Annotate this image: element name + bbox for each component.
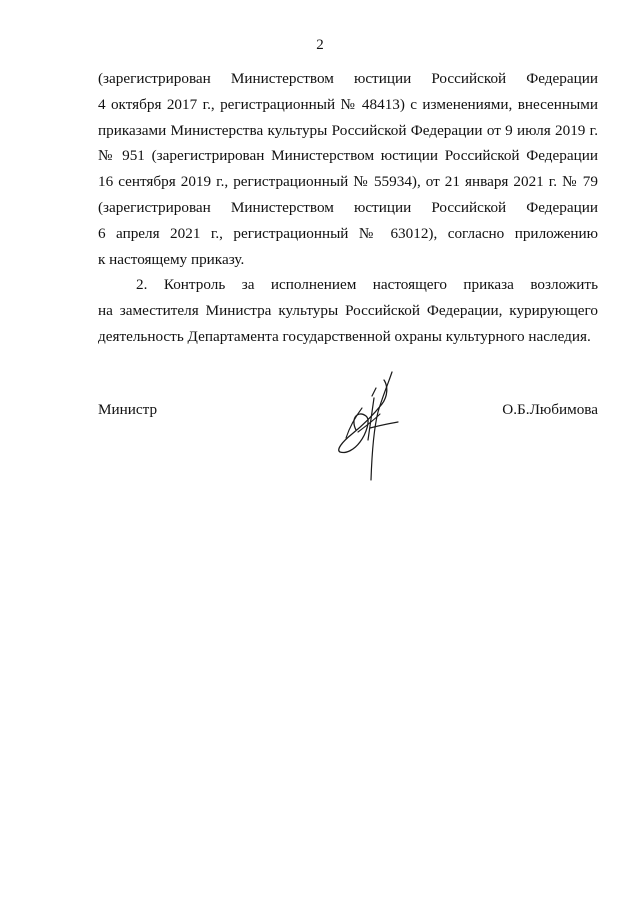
text-line: (зарегистрирован Министерством юстиции Российской Федерации <box>98 198 598 216</box>
signature-block <box>98 400 598 500</box>
text-line: на заместителя Министра культуры Российской Федерации, курирующего <box>98 302 598 320</box>
signatory-name: О.Б.Любимова <box>502 401 598 418</box>
text-line: № 951 (зарегистрирован Министерством юстиции Российской Федерации <box>98 147 598 165</box>
handwritten-signature <box>316 368 416 498</box>
document-body <box>98 66 598 350</box>
text-line: (зарегистрирован Министерством юстиции Российской Федерации <box>98 70 598 87</box>
page-number: 2 <box>316 37 324 53</box>
text-line: 6 апреля 2021 г., регистрационный № 63012), согласно приложению <box>98 224 598 242</box>
text-line: приказами Министерства культуры Российской Федерации от 9 июля 2019 г. <box>98 121 598 139</box>
text-line: деятельность Департамента государственной охраны культурного наследия. <box>98 327 591 345</box>
text-line: 4 октября 2017 г., регистрационный № 48413) с изменениями, внесенными <box>98 95 598 113</box>
paragraph-registration <box>98 66 598 272</box>
paragraph-control <box>98 272 598 349</box>
signatory-title: Министр <box>98 401 158 418</box>
text-line: 2. Контроль за исполнением настоящего приказа возложить <box>136 276 598 294</box>
text-line: к настоящему приказу. <box>98 250 245 268</box>
text-line: 16 сентября 2019 г., регистрационный № 55934), от 21 января 2021 г. № 79 <box>98 173 598 191</box>
